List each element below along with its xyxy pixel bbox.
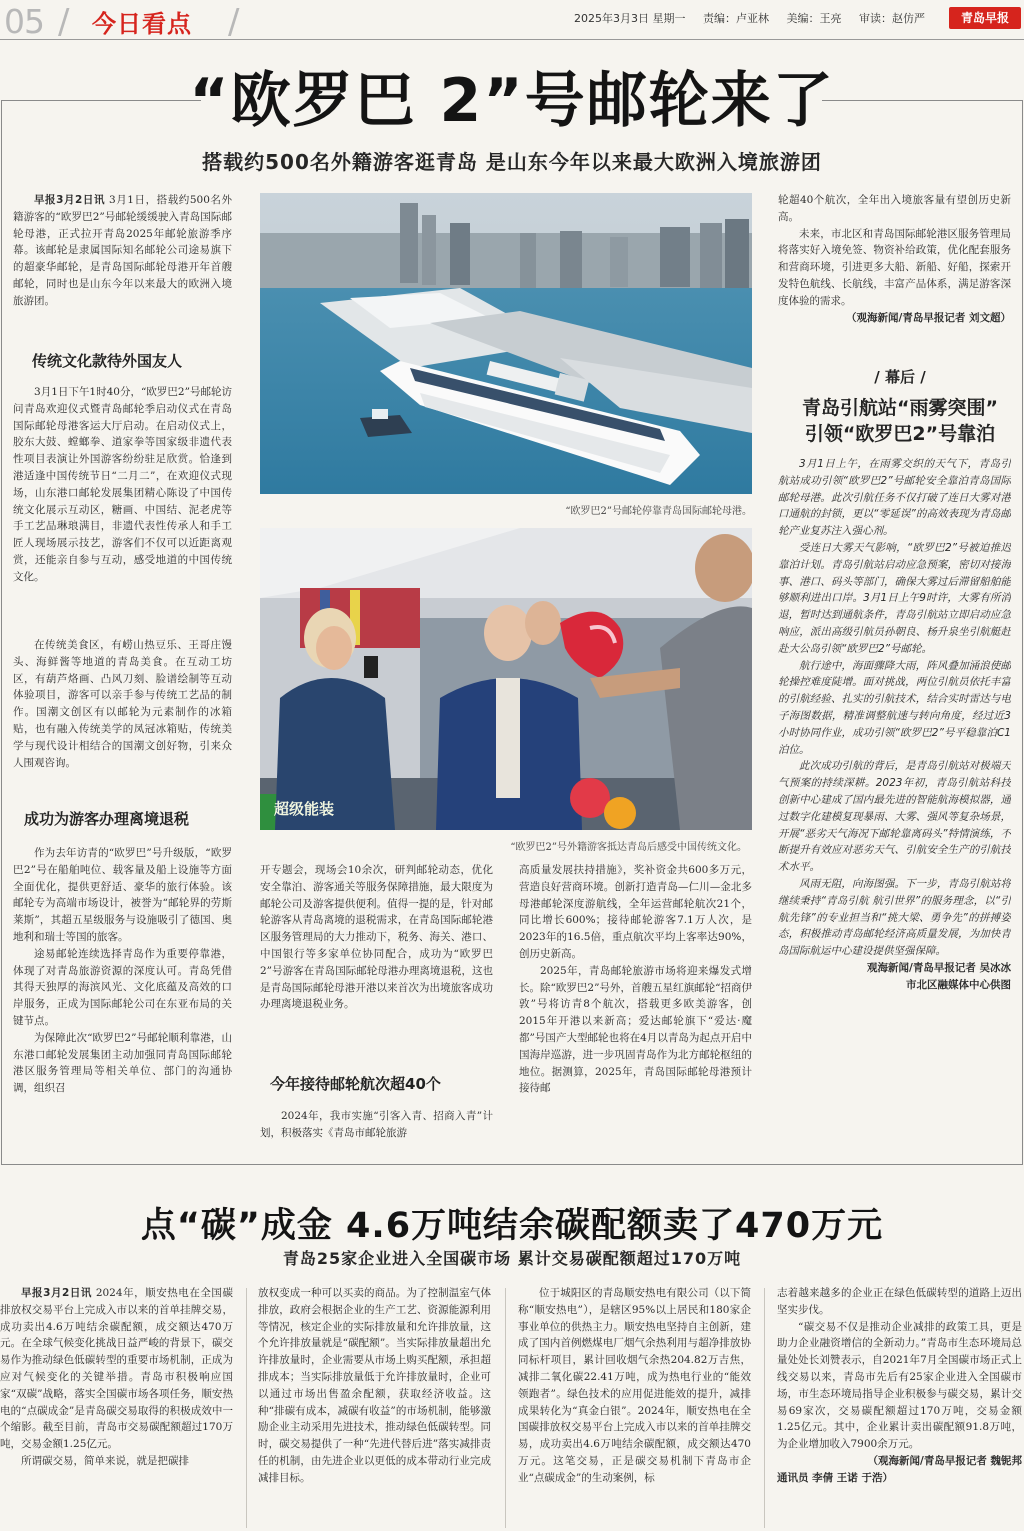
story2-col3-p1: 位于城阳区的青岛顺安热电有限公司（以下简称“顺安热电”），是辖区95%以上居民和180家企事业单位的供热主力。顺安热电坚持自主创新，建成了国内首例燃煤电厂烟气余热利用与超净排放协同标杆项目，累计回收烟气余热204.82万吉焦，减排二氧化碳22.41万吨，成为热电行业的“能效领跑者”。绿色技术的应用促进能效的提升，减排成果转化为“真金白银”。2024年，顺安热电在全国碳排放权交易平台上完成入市以来的首单挂牌交易，成功卖出4.6万吨结余碳配额，成交额达470万元。这笔交易，正是碳交易机制下青岛市企业“点碳成金”的生动案例，标	[518, 1287, 751, 1484]
story1-subhead-tax: 成功为游客办理离境退税	[24, 810, 190, 828]
story1-col4-text	[778, 192, 1011, 354]
story2-col4	[777, 1285, 1022, 1531]
story2-subheadline: 青岛25家企业进入全国碳市场 累计交易碳配额超过170万吨	[282, 1249, 742, 1268]
story1-subheadline: 搭载约500名外籍游客逛青岛 是山东今年以来最大欧洲入境旅游团	[202, 150, 822, 174]
sidebar-byline-1: 观海新闻/青岛早报记者 吴冰冰	[867, 961, 1011, 974]
story1-col1-food	[13, 637, 232, 795]
sidebar-body	[778, 456, 1011, 1140]
story1-subhead-voyages: 今年接待邮轮航次超40个	[270, 1075, 441, 1093]
story2-byline-1: （观海新闻/青岛早报记者 魏铌邦	[867, 1454, 1022, 1467]
header-meta	[574, 10, 939, 26]
page-number: 05	[4, 2, 44, 41]
cruise-ship-photo	[260, 193, 752, 494]
story1-intro-text: 3月1日，搭载约500名外籍游客的“欧罗巴2”号邮轮缓缓驶入青岛国际邮轮母港，正式拉开青岛2025年邮轮旅游季序幕。该邮轮是隶属国际知名邮轮公司途易旗下的超豪华邮轮，是青岛国际邮轮母港开年首艘邮轮，同时也是山东今年以来最大的欧洲入境旅游团。	[13, 194, 232, 307]
story1-culture-p2: 在传统美食区，有崂山热豆乐、王哥庄馒头、海鲜酱等地道的青岛美食。在互动工坊区，有葫芦烙画、凸风刀刻、脸谱绘制等互动体验项目，游客可以亲手参与传统工艺品的制作。国潮文创区有以邮轮为元素制作的冰箱贴，也有融入传统美学的凤冠冰箱贴，传统美学与现代设计相结合的国潮文创好物，引来众人围观咨询。	[13, 639, 232, 769]
sidebar-title-1: 青岛引航站“雨雾突围”	[802, 397, 998, 419]
photo2-caption: “欧罗巴2”号外籍游客抵达青岛后感受中国传统文化。	[510, 842, 747, 853]
story2-col1-p2: 所谓碳交易，简单来说，就是把碳排	[21, 1454, 189, 1467]
story1-col4-p1: 轮超40个航次，全年出入境旅客量有望创历史新高。	[778, 194, 1011, 223]
story1-tax-p1: 作为去年访青的“欧罗巴”号升级版，“欧罗巴2”号在船舶吨位、载客量及船上设施等方面全面优化，提供更舒适、豪华的旅行体验。该邮轮专为高端市场设计，被誉为“邮轮界的劳斯莱斯”，其超五星级服务与设施吸引了德国、奥地利和瑞士等国的旅客。	[13, 847, 232, 943]
story1-frame-top-right	[822, 100, 1023, 101]
story2-col2	[258, 1285, 491, 1531]
story1-col2-p1: 开专题会，现场会10余次，研判邮轮动态，优化安全靠泊、游客通关等服务保障措施，最大限度为邮轮公司及游客提供便利。值得一提的是，针对邮轮游客从青岛离境的退税需求，在青岛国际邮轮港区服务管理局的大力推动下，税务、海关、港口、中国银行等多家单位协同配合，成功为“欧罗巴2”号游客在青岛国际邮轮母港办理离境退税，这也是青岛国际邮轮母港开港以来首次为出境旅客成功办理离境退税业务。	[260, 864, 493, 1011]
story1-subhead-culture: 传统文化款待外国友人	[32, 352, 183, 370]
sidebar-p3: 航行途中，海面骤降大雨，阵风叠加涌浪使邮轮操控难度陡增。面对挑战，两位引航员依托丰富的引航经验、扎实的引航技术，结合实时雷达与电子海图数据，精准调整航速与转向角度，经过近3小时协同作业，成功引领“欧罗巴2”号平稳靠泊C1泊位。	[778, 659, 1011, 756]
story2-col1-text: 2024年，顺安热电在全国碳排放权交易平台上完成入市以来的首单挂牌交易，成功卖出4.6万吨结余碳配额，成交额达470万元。在全球气候变化挑战日益严峻的背景下，碳交易作为推动绿色低碳转型的重要市场机制，正成为应对气候变化的关键举措。青岛市积极响应国家“双碳”战略，落实全国碳市场各项任务，顺安热电的“点碳成金”是青岛碳交易取得的积极成效中一个缩影。截至目前，青岛市交易碳配额超过170万吨，交易金额1.25亿元。	[0, 1287, 233, 1451]
story2-col2-p1: 放权变成一种可以买卖的商品。为了控制温室气体排放，政府会根据企业的生产工艺、资源能源利用等情况，核定企业的实际排放量和允许排放量，这个允许排放量就是“碳配额”。当实际排放量超出允许排放量时，企业需要从市场上购买配额，承担超排成本；当实际排放量低于允许排放量时，企业可以通过市场出售盈余配额，获取经济收益。这种“排碳有成本，减碳有收益”的市场机制，能够激励企业主动采用先进技术，推动绿色低碳转型。同时，碳交易提供了一种“先进代替后进”落实减排责任的机制，由先进企业以更低的成本带动行业完成减排目标。	[258, 1287, 491, 1484]
story1-col2-text	[260, 862, 493, 1062]
story2-dateline: 早报3月2日讯	[21, 1287, 92, 1299]
tourists-photo	[260, 528, 752, 830]
story1-headline: “欧罗巴 2”号邮轮来了	[189, 66, 835, 136]
sidebar-p2: 受连日大雾天气影响，“欧罗巴2”号被迫推迟靠泊计划。青岛引航站启动应急预案，密切对接海事、港口、码头等部门，确保大雾过后滞留船舶能够顺利进出口岸。3月1日上午9时许，大雾有所消退，暂时达到通航条件，青岛引航站立即启动应急响应，派出高级引航员孙朝良、杨升泉坐引航艇赶赴大公岛引领“欧罗巴2”号邮轮。	[778, 541, 1011, 655]
sidebar-title-2: 引领“欧罗巴2”号靠泊	[804, 423, 996, 445]
story1-tax-p3: 为保障此次“欧罗巴2”号邮轮顺利靠港，山东港口邮轮发展集团主动加强同青岛国际邮轮港区服务管理局等相关单位、部门的沟通协调，组织召	[13, 1031, 232, 1095]
story2-col-rule-3	[764, 1288, 765, 1528]
story1-col4-p2: 未来，市北区和青岛国际邮轮港区服务管理局将落实好入境免签、物资补给政策，优化配套服务和营商环境，引进更多大船、新船、好船，探索开发特色航线、长航线，丰富产品体系，满足游客深度体验的需求。	[778, 227, 1011, 307]
story1-col1-culture	[13, 384, 232, 637]
story1-col2-voyages	[260, 1108, 493, 1148]
story1-col1-intro	[13, 192, 232, 342]
photo2-banner-text: 超级能装	[273, 800, 334, 818]
cruise-ship-illustration	[260, 193, 752, 494]
story1-byline: （观海新闻/青岛早报记者 刘文超）	[846, 311, 1011, 324]
story2-col1	[0, 1285, 233, 1531]
photo1-caption: “欧罗巴2”号邮轮停靠青岛国际邮轮母港。	[565, 506, 752, 517]
sidebar-kicker: / 幕后 /	[874, 368, 926, 386]
header-slash-left: /	[58, 2, 70, 42]
header-slash-right: /	[228, 2, 240, 42]
sidebar-byline-2: 市北区融媒体中心供图	[906, 978, 1011, 991]
story1-col1-tax	[13, 845, 232, 1145]
story1-culture-p1: 3月1日下午1时40分，“欧罗巴2”号邮轮访问青岛欢迎仪式暨青岛邮轮季启动仪式在青岛国际邮轮母港客运大厅启动。在启动仪式上，胶东大鼓、螳螂拳、道家拳等国家级非遗代表性项目表演让外国游客纷纷驻足欣赏。恰逢到港适逢中国传统节日“二月二”，在欢迎仪式现场，山东港口邮轮发展集团精心陈设了中国传统文化展示互动区，糖画、中国结、泥老虎等手工艺品琳琅满目，非遗代表性传承人和手工匠人现场展示技艺，游客们不仅可以近距离观赏，还能亲自参与互动，感受地道的中国传统文化。	[13, 386, 232, 583]
sidebar-p5: 风雨无阻，向海图强。下一步，青岛引航站将继续秉持“青岛引航 航引世界”的服务理念，以“引航先锋”的专业担当和“挑大梁、勇争先”的拼搏姿态，积极推动青岛邮轮经济高质量发展，为加快青岛国际航运中心建设提供坚强保障。	[778, 877, 1011, 958]
paper-logo: 青岛早报	[949, 7, 1021, 29]
story2-col-rule-1	[246, 1288, 247, 1528]
section-title: 今日看点	[92, 10, 192, 38]
story2-headline: 点“碳”成金 4.6万吨结余碳配额卖了470万元	[140, 1206, 884, 1246]
story1-frame-top-left	[1, 100, 201, 101]
header-date: 2025年3月3日 星期一	[574, 12, 686, 25]
story2-col-rule-2	[505, 1288, 506, 1528]
story1-tax-p2: 途易邮轮连续选择青岛作为重要停靠港，体现了对青岛旅游资源的深度认可。青岛凭借其得天独厚的海滨风光、文化底蕴及高效的口岸服务，正成为国际邮轮公司在东亚布局的关键节点。	[13, 947, 232, 1027]
header-designer: 美编：王亮	[786, 12, 842, 25]
story1-col3-text	[519, 862, 752, 1146]
tourists-illustration	[260, 528, 752, 830]
story2-byline-2: 通讯员 李倩 王诺 于浩）	[777, 1471, 893, 1484]
story1-col3-p1: 高质量发展扶持措施》，奖补资金共600多万元，营造良好营商环境。创新打造青岛—仁川—金北多母港邮轮深度游航线，全年运营邮轮航次21个，同比增长600%；接待邮轮游客7.1万人次，是2023年的16.5倍，重点航次平均上客率达90%，创历史新高。	[519, 864, 752, 960]
header-proof: 审读：赵仿严	[859, 12, 925, 25]
page-header	[0, 0, 1024, 40]
story1-dateline: 早报3月2日讯	[34, 194, 106, 206]
story1-col2-p2: 2024年，我市实施“引客入青、招商入青”计划，积极落实《青岛市邮轮旅游	[260, 1110, 493, 1139]
story2-col4-p2: “碳交易不仅是推动企业减排的政策工具，更是助力企业融资增信的全新动力。”青岛市生态环境局总量处处长刘赞表示，自2021年7月全国碳市场正式上线交易以来，青岛市先后有25家企业进入全国碳市场，市生态环境局指导企业积极参与碳交易，累计交易69家次，交易碳配额超过170万吨，交易金额1.25亿元。其中，企业累计卖出碳配额91.8万吨，为企业增加收入7900余万元。	[777, 1320, 1022, 1451]
story1-col3-p2: 2025年，青岛邮轮旅游市场将迎来爆发式增长。除“欧罗巴2”号外，首艘五星红旗邮轮“招商伊敦”号将访青8个航次，搭载更多欧美游客，创2015年开港以来新高；爱达邮轮旗下“爱达·魔都”号国产大型邮轮也将在4月以青岛为起点开启中国海岸巡游，进一步巩固青岛作为北方邮轮枢纽的地位。据测算，2025年，青岛国际邮轮母港预计接待邮	[519, 964, 752, 1095]
sidebar-p4: 此次成功引航的背后，是青岛引航站对极端天气预案的持续深耕。2023年初，青岛引航站科技创新中心建成了国内最先进的智能航海模拟器，通过数字化建模复现暴雨、大雾、强风等复杂场景，开展“恶劣天气海况下邮轮靠离码头”特情演练，不断提升有效应对恶劣天气、引航安全生产的引航技术水平。	[778, 760, 1011, 874]
story2-col3	[518, 1285, 751, 1531]
header-editor: 责编：卢亚林	[703, 12, 769, 25]
story2-col4-p1: 志着越来越多的企业正在绿色低碳转型的道路上迈出坚实步伐。	[777, 1287, 1022, 1316]
sidebar-p1: 3月1日上午，在雨雾交织的天气下，青岛引航站成功引领“欧罗巴2”号邮轮安全靠泊青岛国际邮轮母港。此次引航任务不仅打破了连日大雾对港口通航的封锁，更以“零延误”的高效表现为青岛邮轮产业复苏注入强心剂。	[778, 458, 1011, 538]
